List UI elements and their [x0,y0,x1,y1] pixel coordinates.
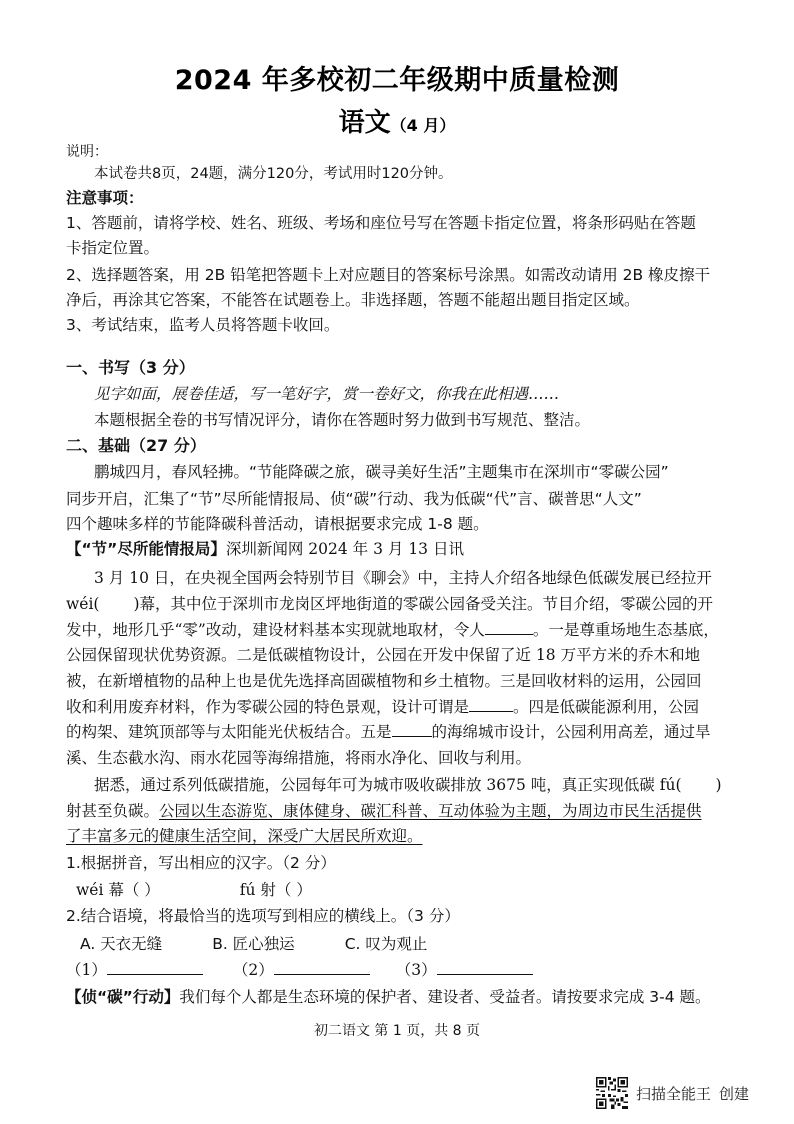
news-line: 收和利用废弃材料，作为零碳公园的特色景观，设计可谓是 。四是低碳能源利用，公园 [66,698,700,716]
news-line: 被，在新增植物的品种上也是优先选择高固碳植物和乡土植物。三是回收材料的运用，公园回 [66,672,702,690]
scanner-brand: 扫描全能王 [636,1084,712,1103]
news-line: 据悉，通过系列低碳措施，公园每年可为城市吸收碳排放 3675 吨，真正实现低碳 fú( ) [94,776,722,794]
q1-answer-fu[interactable]: fú 射（ ） [239,881,312,899]
attention-label: 注意事项： [66,189,144,207]
question-2-blanks: （1） （2） （3） [66,958,533,982]
news-line: 溪、生态截水沟、雨水花园等海绵措施，将雨水净化、回收与利用。 [66,749,532,767]
news-line: 发中，地形几乎“零”改动，建设材料基本实现就地取材，令人 。一是尊重场地生态基底， [66,621,719,639]
news-line: 3 月 10 日，在央视全国两会特别节目《聊会》中，主持人介绍各地绿色低碳发展已经拉开 [94,569,712,587]
pinyin-wei: wéi( [66,595,100,613]
next-tag: 【侦“碳”行动】 [66,988,180,1006]
scanner-action: 创建 [719,1084,750,1103]
news-source: 深圳新闻网 2024 年 3 月 13 日讯 [225,540,464,558]
page-footer: 初二语文 第 1 页，共 8 页 [313,1023,481,1039]
blank-1[interactable] [485,620,533,635]
attention-item: 净后，再涂其它答案，不能答在试题卷上。非选择题，答题不能超出题目指定区域。 [66,291,640,309]
answer-blank-1[interactable] [107,960,203,975]
news-tag: 【“节”尽所能情报局】 [66,540,226,558]
next-section [66,985,711,1009]
option-c: C. 叹为观止 [344,935,428,953]
news-line: 公园保留现状优势资源。二是低碳植物设计，公园在开发中保留了近 18 万平方米的乔木和地 [66,646,701,664]
subject-title [0,102,794,139]
q1-answer-wei[interactable]: wéi 幕（ ） [76,881,160,899]
question-1-stem: 1.根据拼音，写出相应的汉字。（2 分） [66,854,336,872]
attention-item: 2、选择题答案，用 2B 铅笔把答题卡上对应题目的答案标号涂黑。如需改动请用 2B 橡皮擦干 [66,266,711,284]
news-line [66,824,423,848]
scanner-watermark [596,1075,749,1111]
next-text: 我们每个人都是生态环境的保护者、建设者、受益者。请按要求完成 3-4 题。 [179,988,711,1006]
news-line: 的构架、建筑顶部等与太阳能光伏板结合。五是 的海绵城市设计，公园利用高差，通过旱 [66,723,711,741]
attention-item: 3、考试结束，监考人员将答题卡收回。 [66,316,340,334]
notes-label: 说明： [66,144,108,160]
exam-title: 2024 年多校初二年级期中质量检测 [174,65,620,96]
section1-poem: 见字如面，展卷佳适，写一笔好字，赏一卷好文，你我在此相遇…… [94,385,560,403]
notes-text: 本试卷共8页，24题，满分120分，考试用时120分钟。 [94,166,453,182]
section1-heading: 一、书写（3 分） [66,358,195,377]
qr-code-icon [596,1077,628,1109]
blank-2[interactable] [469,697,513,712]
news-header [66,537,464,561]
news-line: 射甚至负碳。公园以生态游览、康体健身、碳汇科普、互动体验为主题，为周边市民生活提供 [66,802,702,820]
subject-name: 语文 [338,108,391,138]
question-2-stem: 2.结合语境，将最恰当的选项写到相应的横线上。（3 分） [66,907,460,925]
section2-intro: 同步开启，汇集了“节”尽所能情报局、侦“碳”行动、我为低碳“代”言、碳普思“人文” [66,490,642,508]
option-a: A. 天衣无缝 [80,935,163,953]
news-line: wéi( )幕，其中位于深圳市龙岗区坪地街道的零碳公园备受关注。节目介绍，零碳公园的开 [66,595,714,613]
section2-heading: 二、基础（27 分） [66,436,206,455]
attention-item: 1、答题前，请将学校、姓名、班级、考场和座位号写在答题卡指定位置，将条形码贴在答题 [66,214,696,232]
section2-intro: 四个趣味多样的节能降碳科普活动，请根据要求完成 1-8 题。 [66,515,489,533]
question-1-answers [76,878,312,902]
section2-intro: 鹏城四月，春风轻拂。“节能降碳之旅，碳寻美好生活”主题集市在深圳市“零碳公园” [94,463,669,481]
option-b: B. 匠心独运 [212,935,295,953]
underlined-sentence: 了丰富多元的健康生活空间，深受广大居民所欢迎。 [66,827,423,845]
attention-item: 卡指定位置。 [66,239,160,257]
answer-blank-3[interactable] [437,960,533,975]
underlined-sentence: 公园以生态游览、康体健身、碳汇科普、互动体验为主题，为周边市民生活提供 [159,802,702,820]
subject-month: （4 月） [390,116,456,135]
blank-3[interactable] [392,722,432,737]
section1-instruction: 本题根据全卷的书写情况评分，请你在答题时努力做到书写规范、整洁。 [94,411,591,429]
question-2-options [80,932,427,956]
answer-blank-2[interactable] [274,960,370,975]
